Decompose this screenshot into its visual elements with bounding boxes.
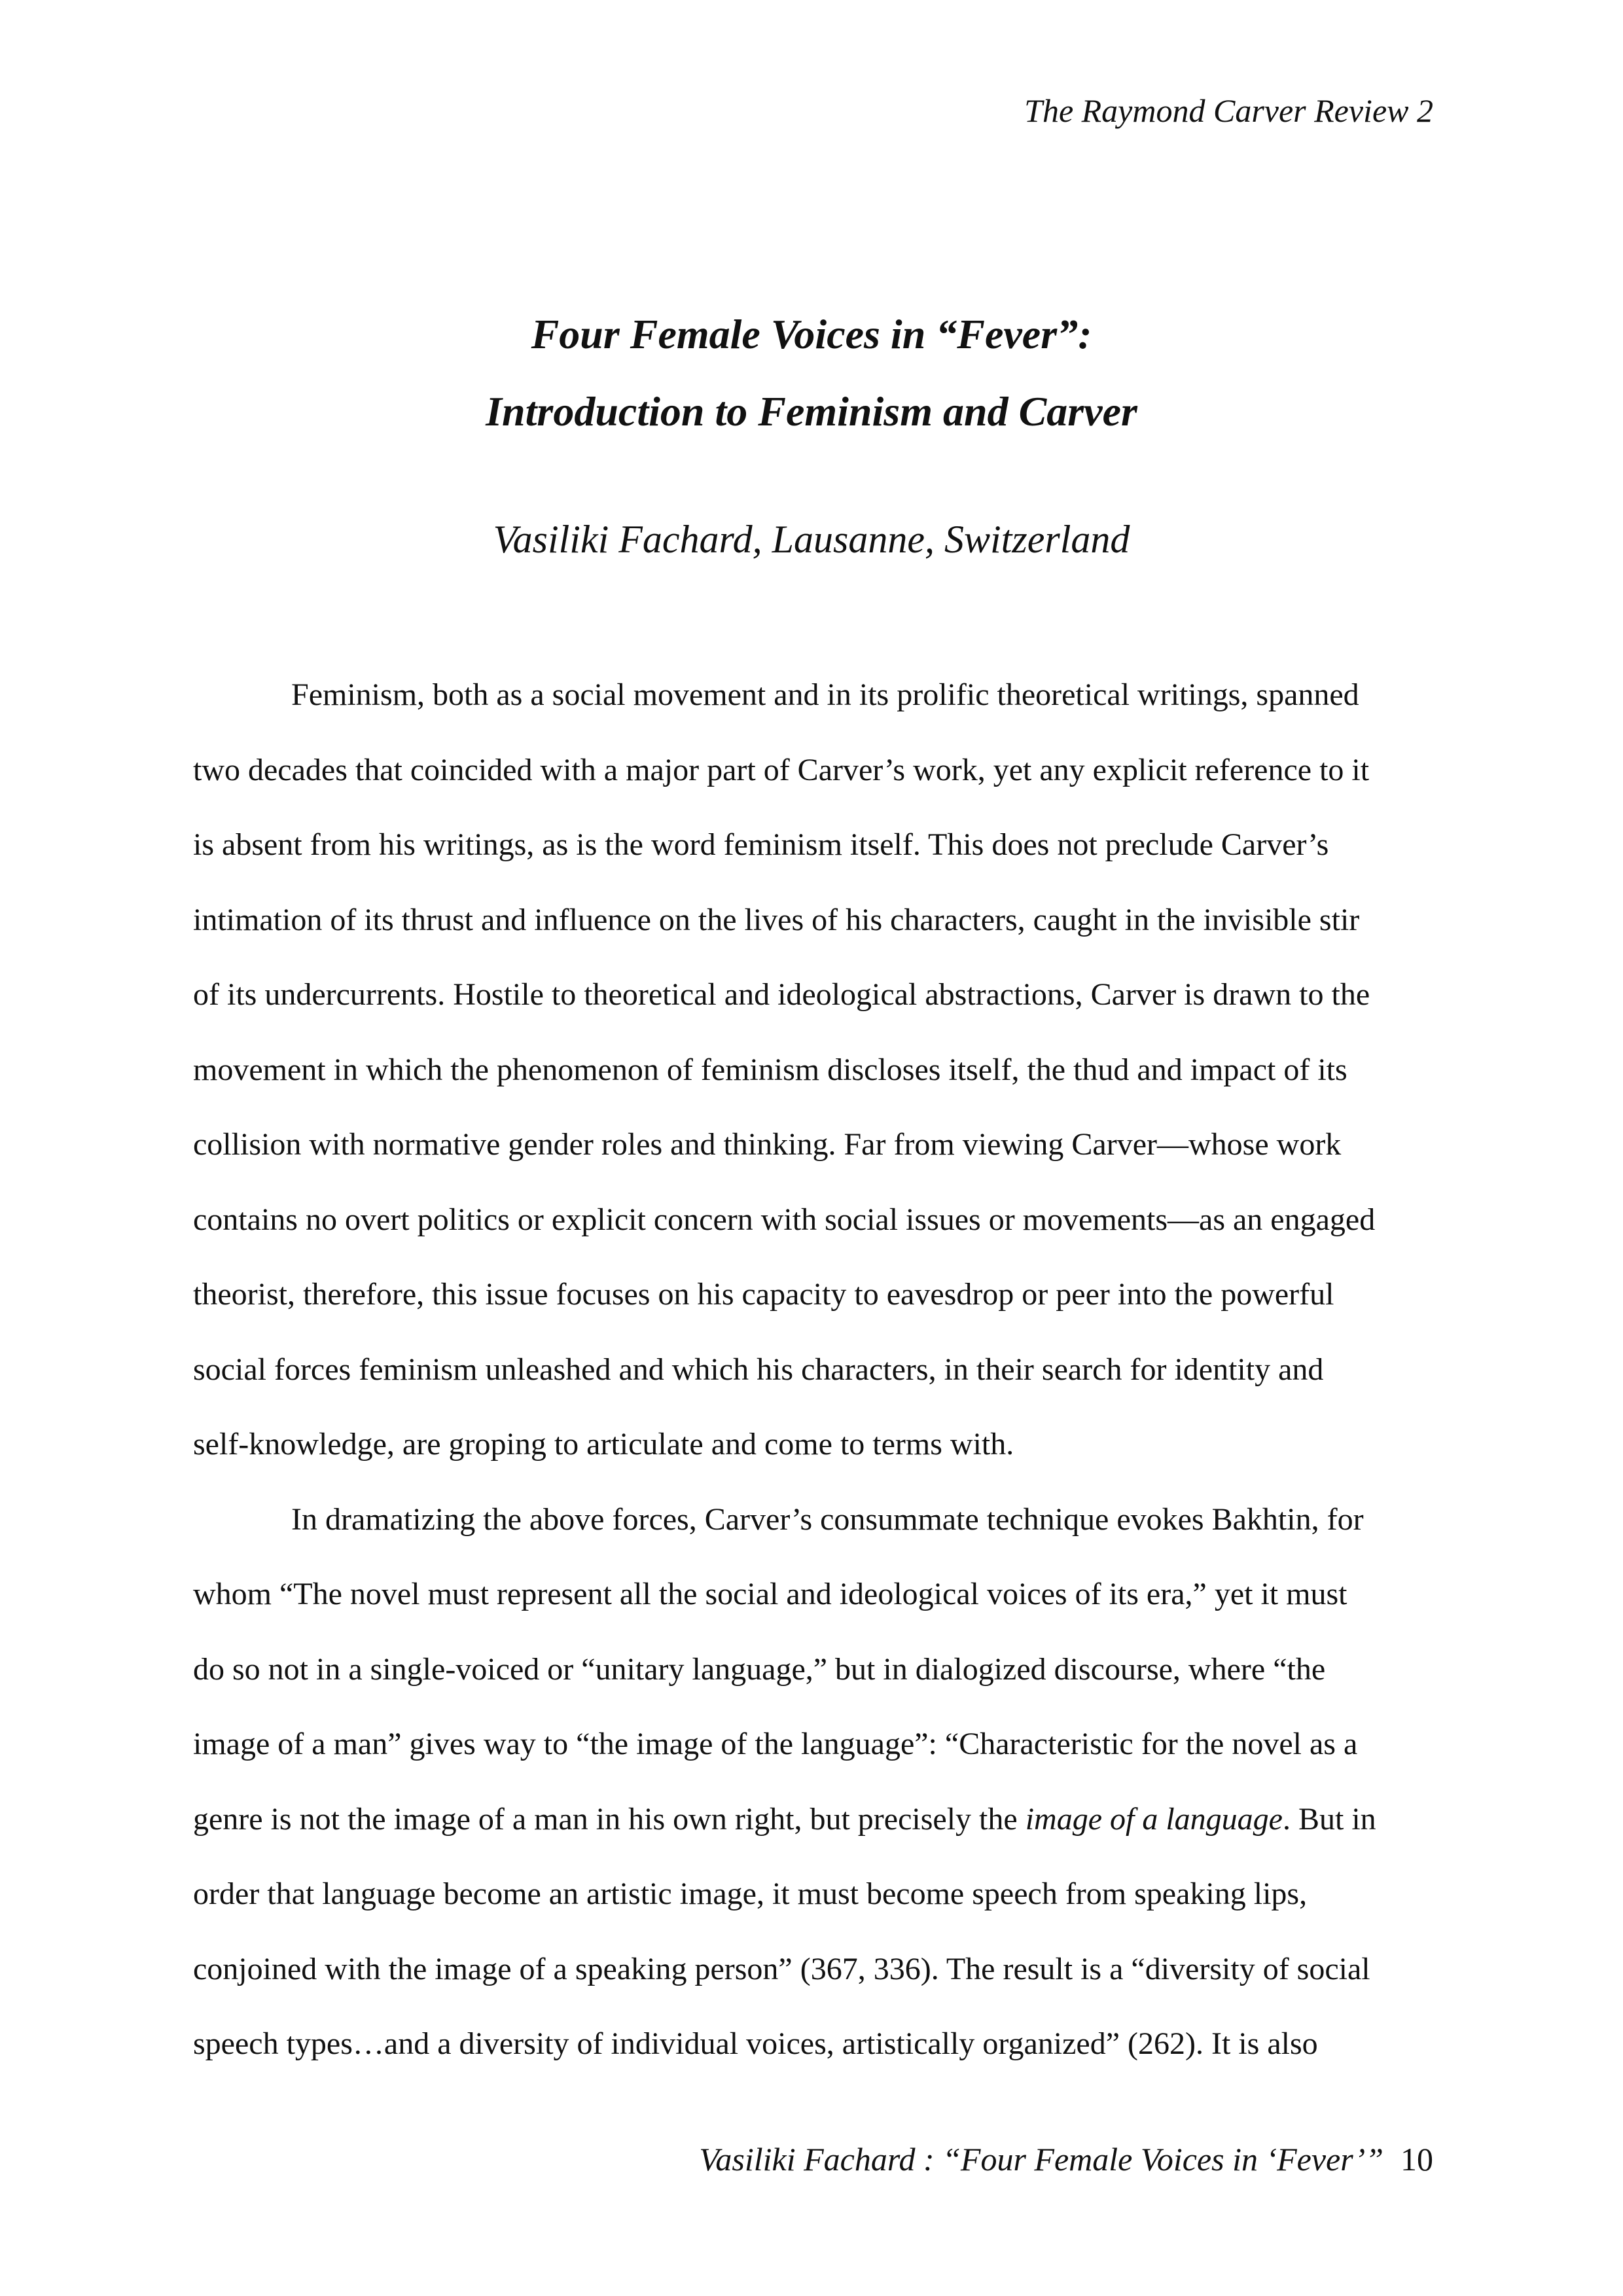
body-line: speech types…and a diversity of individual voices, artistically organized” (262). It is also (193, 2026, 1318, 2061)
author-byline: Vasiliki Fachard, Lausanne, Switzerland (493, 518, 1130, 561)
paragraph-2 (193, 1482, 1436, 2082)
body-line: intimation of its thrust and influence on the lives of his characters, caught in the invisible stir (193, 902, 1360, 937)
running-head: The Raymond Carver Review 2 (1024, 92, 1433, 129)
body-line: Feminism, both as a social movement and in its prolific theoretical writings, spanned (291, 677, 1359, 712)
body-line: In dramatizing the above forces, Carver’s consummate technique evokes Bakhtin, for (291, 1501, 1364, 1537)
body-line: movement in which the phenomenon of feminism discloses itself, the thud and impact of its (193, 1052, 1347, 1087)
page-footer (699, 2140, 1433, 2178)
body-line: of its undercurrents. Hostile to theoretical and ideological abstractions, Carver is drawn to the (193, 977, 1370, 1012)
body-line: do so not in a single-voiced or “unitary language,” but in dialogized discourse, where “the (193, 1651, 1326, 1687)
italic-phrase: image of a language (1025, 1801, 1283, 1837)
title-line-2: Introduction to Feminism and Carver (486, 388, 1137, 435)
body-line: collision with normative gender roles and thinking. Far from viewing Carver—whose work (193, 1127, 1342, 1162)
body-line (193, 1782, 1436, 1857)
footer-citation: Vasiliki Fachard : “Four Female Voices in ‘Fever’” (699, 2141, 1383, 2178)
article-title (0, 296, 1623, 450)
paragraph-1 (193, 658, 1436, 1482)
body-line: whom “The novel must represent all the social and ideological voices of its era,” yet it must (193, 1577, 1347, 1611)
body-line: social forces feminism unleashed and which his characters, in their search for identity and (193, 1352, 1324, 1387)
body-text-span: . But in (1282, 1801, 1376, 1837)
body-text-span: genre is not the image of a man in his own right, but precisely the (193, 1801, 1026, 1837)
body-line: theorist, therefore, this issue focuses on his capacity to eavesdrop or peer into the powerful (193, 1277, 1334, 1312)
title-line-1: Four Female Voices in “Fever”: (531, 311, 1092, 357)
body-line: conjoined with the image of a speaking person” (367, 336). The result is a “diversity of social (193, 1951, 1370, 1986)
body-line: two decades that coincided with a major part of Carver’s work, yet any explicit reference to it (193, 752, 1370, 787)
body-line: is absent from his writings, as is the word feminism itself. This does not preclude Carver’s (193, 827, 1329, 862)
body-line: order that language become an artistic image, it must become speech from speaking lips, (193, 1876, 1308, 1911)
body-line: image of a man” gives way to “the image of the language”: “Characteristic for the novel as a (193, 1727, 1358, 1761)
body-line: self-knowledge, are groping to articulate and come to terms with. (193, 1427, 1014, 1462)
page-number: 10 (1400, 2141, 1433, 2178)
body-line: contains no overt politics or explicit concern with social issues or movements—as an engaged (193, 1202, 1376, 1237)
article-body (193, 658, 1436, 2082)
